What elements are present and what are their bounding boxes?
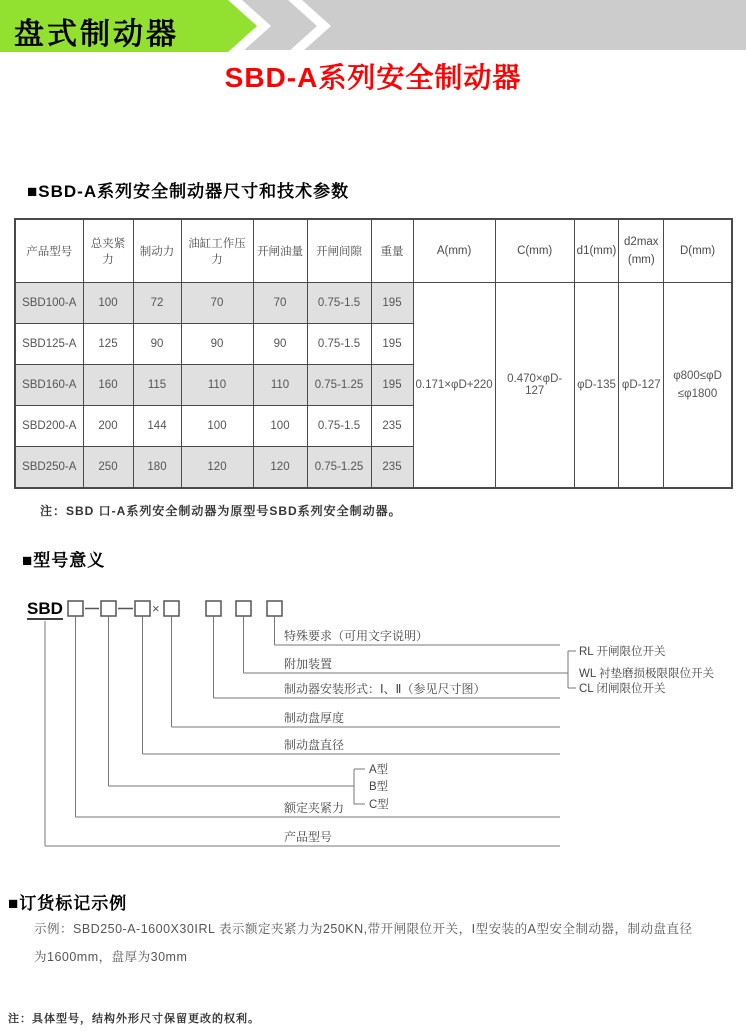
rated-clamp-label: 额定夹紧力 [284, 801, 345, 815]
cell-model: SBD125-A [15, 324, 83, 365]
cell-oil: 110 [253, 365, 307, 406]
code-box-6 [236, 601, 251, 616]
col-header-d2max-line2: (mm) [627, 254, 655, 266]
cell-pressure: 100 [181, 406, 253, 447]
model-diagram-graphic [22, 592, 734, 860]
cell-gap: 0.75-1.5 [307, 406, 371, 447]
cell-weight: 195 [371, 283, 413, 324]
cell-gap: 0.75-1.5 [307, 283, 371, 324]
cell-pressure: 120 [181, 447, 253, 489]
code-box-5 [206, 601, 221, 616]
code-box-2 [101, 601, 116, 616]
page-title: SBD-A系列安全制动器 [224, 62, 522, 93]
cell-brake: 72 [133, 283, 181, 324]
disc-thickness-label: 制动盘厚度 [284, 711, 345, 725]
cell-gap: 0.75-1.5 [307, 324, 371, 365]
section-model-heading: ■型号意义 [22, 551, 106, 570]
col-header-gap: 开闸间隙 [307, 219, 371, 283]
diagram-stems [45, 616, 275, 846]
banner-title: 盘式制动器 [14, 18, 179, 51]
cell-gap: 0.75-1.25 [307, 365, 371, 406]
type-c-label: C型 [369, 799, 389, 811]
col-header-C: C(mm) [495, 219, 574, 283]
col-header-d2max-line1: d2max [624, 235, 659, 248]
footer-note: 注：具体型号，结构外形尺寸保留更改的权利。 [8, 1013, 260, 1025]
rl-switch-label: RL 开闸限位开关 [579, 646, 666, 658]
col-header-D: D(mm) [664, 219, 732, 283]
merged-cell-d1: φD-135 [574, 283, 619, 489]
cell-pressure: 110 [181, 365, 253, 406]
cell-model: SBD160-A [15, 365, 83, 406]
cell-weight: 235 [371, 406, 413, 447]
wl-switch-label: WL 衬垫磨损极限限位开关 [579, 668, 715, 680]
col-header-d2max [619, 219, 664, 283]
cell-brake: 180 [133, 447, 181, 489]
section-specs-heading: ■SBD-A系列安全制动器尺寸和技术参数 [27, 182, 350, 201]
col-header-clamp: 总夹紧力 [83, 219, 133, 283]
code-box-1 [68, 601, 83, 616]
col-header-model: 产品型号 [15, 219, 83, 283]
model-code-boxes [68, 601, 282, 616]
cell-brake: 90 [133, 324, 181, 365]
merged-cell-C: 0.470×φD-127 [495, 283, 574, 489]
cell-clamp: 200 [83, 406, 133, 447]
col-header-A: A(mm) [413, 219, 495, 283]
merged-cell-D-line2: ≤φ1800 [677, 388, 718, 400]
cell-clamp: 250 [83, 447, 133, 489]
special-requirements-label: 特殊要求（可用文字说明） [284, 629, 429, 643]
cell-clamp: 125 [83, 324, 133, 365]
table-header-row [15, 219, 732, 283]
cell-brake: 115 [133, 365, 181, 406]
type-a-label: A型 [369, 764, 389, 776]
product-model-label: 产品型号 [284, 830, 333, 844]
diagram-prefix-label: SBD [27, 599, 63, 618]
cell-oil: 100 [253, 406, 307, 447]
cell-oil: 90 [253, 324, 307, 365]
cell-model: SBD250-A [15, 447, 83, 489]
cell-pressure: 70 [181, 283, 253, 324]
cell-gap: 0.75-1.25 [307, 447, 371, 489]
model-diagram [22, 592, 734, 860]
cell-brake: 144 [133, 406, 181, 447]
cl-switch-label: CL 闭闸限位开关 [579, 683, 666, 695]
col-header-brake: 制动力 [133, 219, 181, 283]
cell-oil: 70 [253, 283, 307, 324]
cell-model: SBD100-A [15, 283, 83, 324]
header-banner [0, 0, 746, 52]
merged-cell-D-line1: φ800≤φD [673, 369, 722, 382]
disc-diameter-label: 制动盘直径 [284, 738, 345, 752]
merged-cell-D [664, 283, 732, 489]
section-order-heading: ■订货标记示例 [8, 894, 128, 913]
mount-form-label: 制动器安装形式：Ⅰ、Ⅱ（参见尺寸图） [284, 682, 486, 696]
code-box-4 [164, 601, 179, 616]
merged-cell-A: 0.171×φD+220 [413, 283, 495, 489]
cell-weight: 235 [371, 447, 413, 489]
table-note: 注：SBD 口-A系列安全制动器为原型号SBD系列安全制动器。 [40, 504, 402, 518]
col-header-oil: 开闸油量 [253, 219, 307, 283]
table-row [15, 283, 732, 324]
order-example-text: 示例：SBD250-A-1600X30ⅠRL 表示额定夹紧力为250KN,带开闸限位开关，I型安装的A型安全制动器，制动盘直径为1600mm，盘厚为30mm [34, 922, 693, 964]
merged-cell-d2max: φD-127 [619, 283, 664, 489]
col-header-d1: d1(mm) [574, 219, 619, 283]
col-header-pressure: 油缸工作压力 [181, 219, 253, 283]
cell-weight: 195 [371, 365, 413, 406]
cell-weight: 195 [371, 324, 413, 365]
cell-oil: 120 [253, 447, 307, 489]
type-bracket [354, 769, 365, 804]
times-connector: × [152, 601, 160, 616]
cell-pressure: 90 [181, 324, 253, 365]
cell-clamp: 160 [83, 365, 133, 406]
code-box-3 [135, 601, 150, 616]
cell-clamp: 100 [83, 283, 133, 324]
code-box-7 [267, 601, 282, 616]
col-header-weight: 重量 [371, 219, 413, 283]
addon-device-label: 附加装置 [284, 657, 333, 671]
spec-table [14, 218, 733, 489]
cell-model: SBD200-A [15, 406, 83, 447]
type-b-label: B型 [369, 781, 389, 793]
switch-bracket [568, 651, 576, 688]
